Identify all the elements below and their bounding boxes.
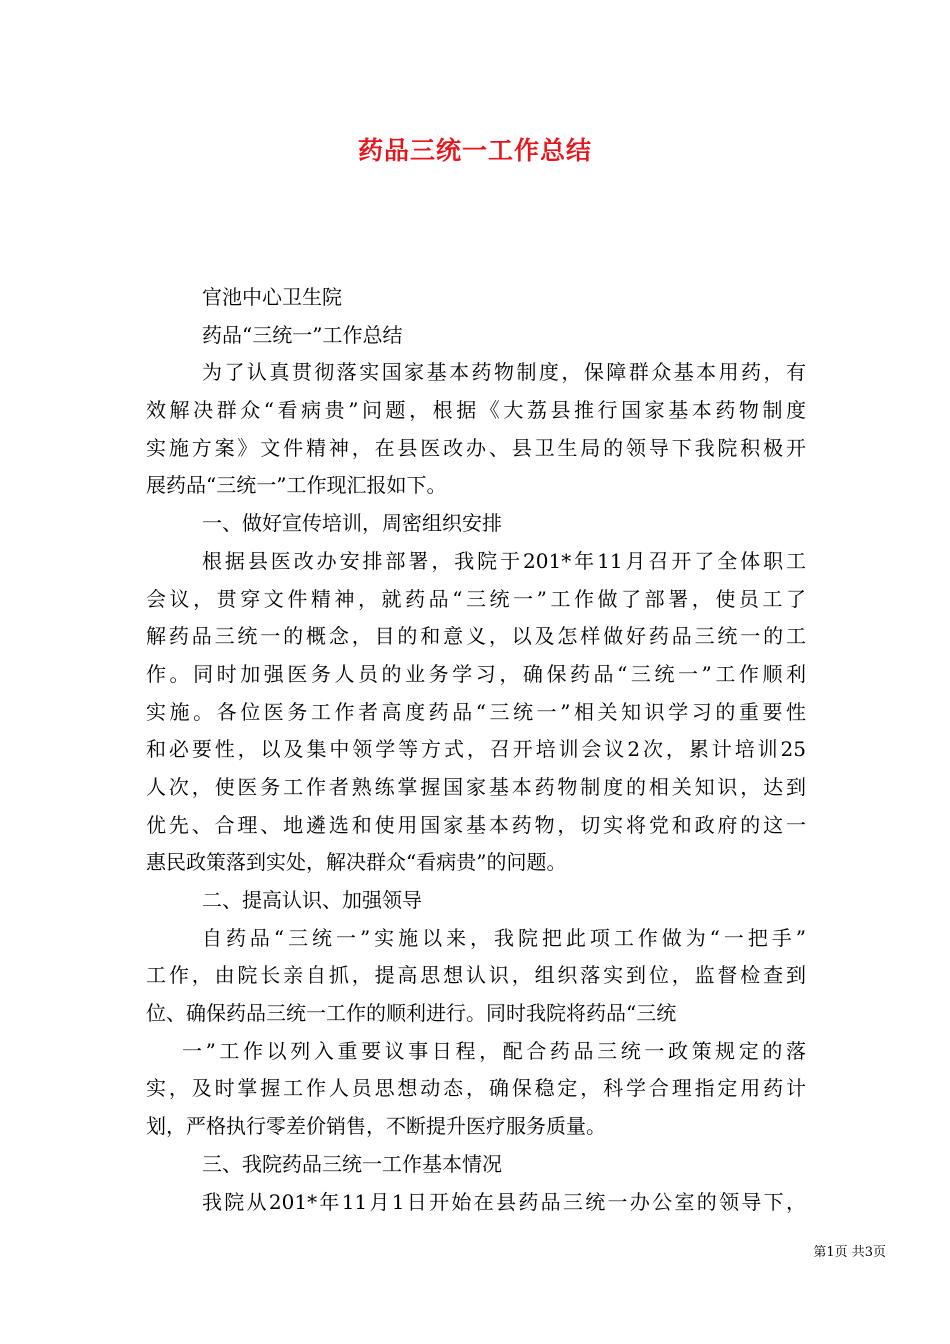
text-line: 我院从201*年11月1日开始在县药品三统一办公室的领导下，: [202, 1189, 806, 1214]
text-line: 优先、合理、地遴选和使用国家基本药物，切实将党和政府的这一: [146, 812, 806, 837]
text-line: 会议，贯穿文件精神，就药品“三统一”工作做了部署，使员工了: [146, 586, 806, 611]
document-body: [146, 279, 806, 1221]
text-line: 为了认真贯彻落实国家基本药物制度，保障群众基本用药，有: [202, 360, 806, 385]
page-number: 第1页 共3页: [813, 1245, 886, 1260]
text-line: 解药品三统一的概念，目的和意义，以及怎样做好药品三统一的工: [146, 624, 806, 649]
section-heading-2: 二、提高认识、加强领导: [202, 888, 422, 912]
text-line: 实，及时掌握工作人员思想动态，确保稳定，科学合理指定用药计: [146, 1076, 806, 1101]
text-line: 实施方案》文件精神，在县医改办、县卫生局的领导下我院积极开: [146, 435, 806, 460]
text-line: 自药品“三统一”实施以来，我院把此项工作做为“一把手”: [202, 925, 806, 950]
text-line: 工作，由院长亲自抓，提高思想认识，组织落实到位，监督检查到: [146, 963, 806, 988]
section-heading-3: 三、我院药品三统一工作基本情况: [202, 1151, 502, 1176]
text-line-org: 官池中心卫生院: [202, 285, 342, 309]
text-line: 根据县医改办安排部署，我院于201*年11月召开了全体职工: [202, 548, 806, 573]
text-line: 划，严格执行零差价销售，不断提升医疗服务质量。: [146, 1114, 606, 1139]
text-line-subtitle: 药品“三统一”工作总结: [202, 322, 403, 347]
page-title: 药品三统一工作总结: [357, 136, 592, 165]
text-line: 位、确保药品三统一工作的顺利进行。同时我院将药品“三统: [146, 1001, 677, 1026]
text-line: 实施。各位医务工作者高度药品“三统一”相关知识学习的重要性: [146, 699, 806, 724]
text-line: 展药品“三统一”工作现汇报如下。: [146, 473, 447, 498]
text-line: 效解决群众“看病贵”问题，根据《大荔县推行国家基本药物制度: [146, 398, 806, 423]
text-line: 和必要性，以及集中领学等方式，召开培训会议2次，累计培训25: [146, 737, 806, 762]
text-line: 作。同时加强医务人员的业务学习，确保药品“三统一”工作顺利: [146, 661, 806, 686]
text-line: 一”工作以列入重要议事日程，配合药品三统一政策规定的落: [182, 1038, 806, 1063]
section-heading-1: 一、做好宣传培训，周密组织安排: [202, 511, 502, 536]
text-line: 人次，使医务工作者熟练掌握国家基本药物制度的相关知识，达到: [146, 774, 806, 799]
text-line: 惠民政策落到实处，解决群众“看病贵”的问题。: [146, 850, 567, 875]
